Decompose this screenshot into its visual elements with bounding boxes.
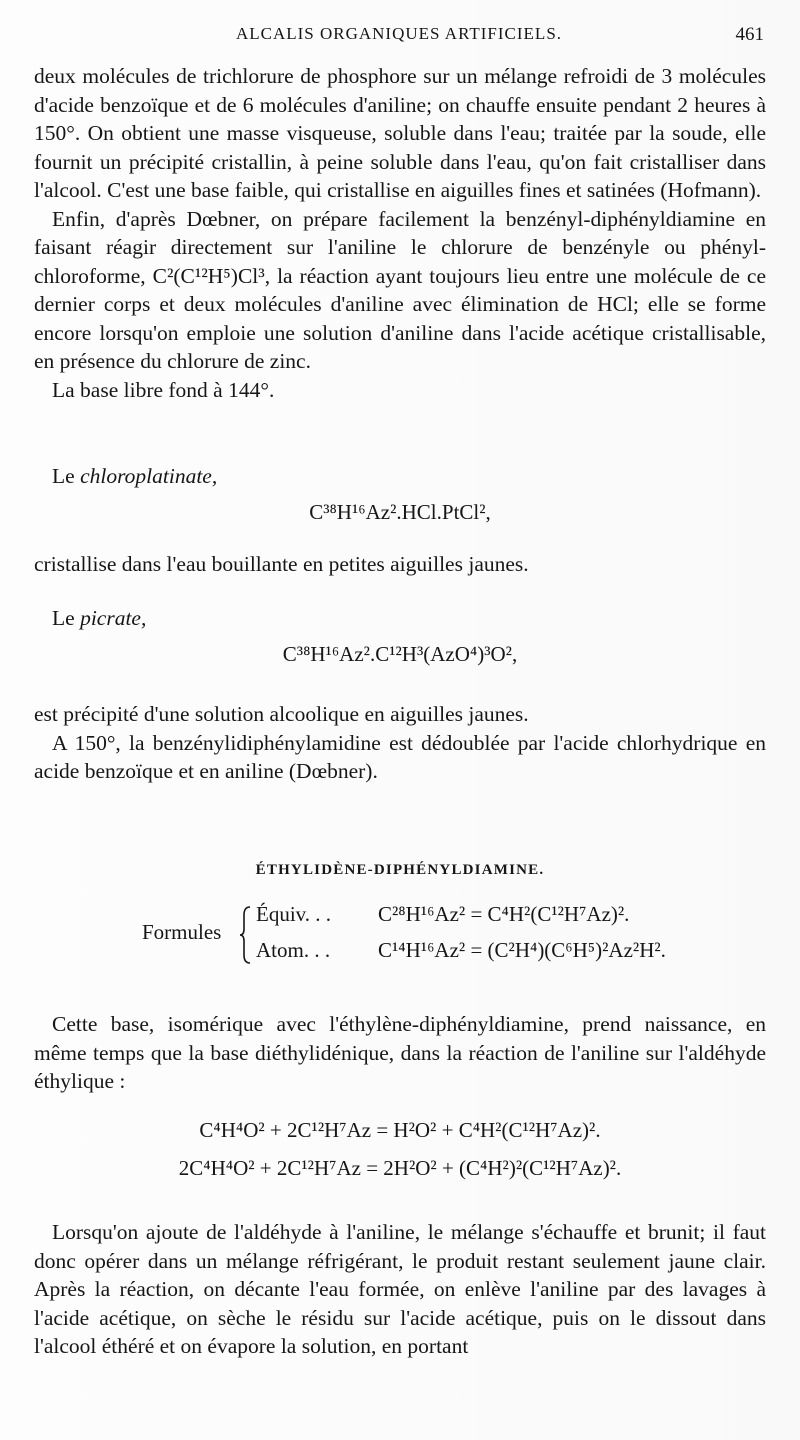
page-header [34, 24, 764, 54]
running-title: ALCALIS ORGANIQUES ARTIFICIELS. [235, 24, 563, 43]
paragraph-hydrolysis: A 150°, la benzénylidiphénylamidine est dédoublée par l'acide chlorhydrique en acide benzoïque et en aniline (Dœbner). [34, 730, 766, 783]
formula-chloroplatinate: C³⁸H¹⁶Az².HCl.PtCl², [309, 500, 491, 524]
formula-picrate: C³⁸H¹⁶Az².C¹²H³(AzO⁴)³O², [282, 642, 518, 666]
text-block-2 [34, 1010, 766, 1096]
text-block-3 [34, 1218, 766, 1361]
picrate-text [34, 700, 766, 786]
section-title: ÉTHYLIDÈNE-DIPHÉNYLDIAMINE. [255, 862, 545, 878]
chloroplatinate-prefix: Le [52, 464, 81, 488]
text-block-1 [34, 62, 766, 404]
equiv-label: Équiv. . . [256, 902, 332, 926]
equiv-formula: C²⁸H¹⁶Az² = C⁴H²(C¹²H⁷Az)². [378, 902, 630, 926]
chloroplatinate-intro [34, 462, 766, 491]
paragraph-doebner: Enfin, d'après Dœbner, on prépare facilement la benzényl-diphényldiamine en faisant réagir directement sur l'aniline le chlorure de benzényle ou phényl-chloroforme, C²(C¹²H⁵)Cl³, la réaction ayant toujours lieu entre une molécule de ce dernier corps et deux molécules d'aniline avec élimination de HCl; elle se forme encore lorsqu'on emploie une solution d'aniline dans l'acide acétique cristallisable, en présence du chlorure de zinc. [34, 206, 766, 373]
paragraph-melting-point: La base libre fond à 144°. [52, 377, 275, 402]
equation-1: C⁴H⁴O² + 2C¹²H⁷Az = H²O² + C⁴H²(C¹²H⁷Az)². [199, 1118, 601, 1142]
page-number: 461 [735, 24, 764, 45]
picrate-intro [34, 604, 766, 633]
paragraph-isomer: Cette base, isomérique avec l'éthylène-diphényldiamine, prend naissance, en même temps que la base diéthylidénique, dans la réaction de l'aniline sur l'aldéhyde éthylique : [34, 1012, 766, 1093]
formules-label: Formules [142, 920, 222, 944]
paragraph-procedure: Lorsqu'on ajoute de l'aldéhyde à l'aniline, le mélange s'échauffe et brunit; il faut donc opérer dans un mélange réfrigérant, le produit restant seulement jaune clair. Après la réaction, on décante l'eau formée, on enlève l'aniline par des lavages à l'acide acétique, on sèche le résidu sur l'acide acétique, puis on le dissout dans l'alcool éthéré et on évapore la solution, en portant [34, 1220, 766, 1358]
atom-label: Atom. . . [256, 938, 331, 962]
curly-brace-icon [240, 905, 252, 965]
chloroplatinate-text: cristallise dans l'eau bouillante en petites aiguilles jaunes. [34, 552, 529, 576]
paragraph-continuation: deux molécules de trichlorure de phosphore sur un mélange refroidi de 3 molécules d'acide benzoïque et de 6 molécules d'aniline; on chauffe ensuite pendant 2 heures à 150°. On obtient une masse visqueuse, soluble dans l'eau; traitée par la soude, elle fournit un précipité cristallin, à peine soluble dans l'eau, qu'on fait cristalliser dans l'alcool. C'est une base faible, qui cristallise en aiguilles fines et satinées (Hofmann). [34, 64, 766, 202]
equation-2: 2C⁴H⁴O² + 2C¹²H⁷Az = 2H²O² + (C⁴H²)²(C¹²H⁷Az)². [178, 1156, 622, 1180]
atom-formula: C¹⁴H¹⁶Az² = (C²H⁴)(C⁶H⁵)²Az²H². [378, 938, 666, 962]
picrate-paragraph: est précipité d'une solution alcoolique en aiguilles jaunes. [34, 702, 529, 726]
picrate-label: picrate, [80, 606, 147, 630]
chloroplatinate-label: chloroplatinate, [80, 464, 218, 488]
picrate-prefix: Le [52, 606, 81, 630]
